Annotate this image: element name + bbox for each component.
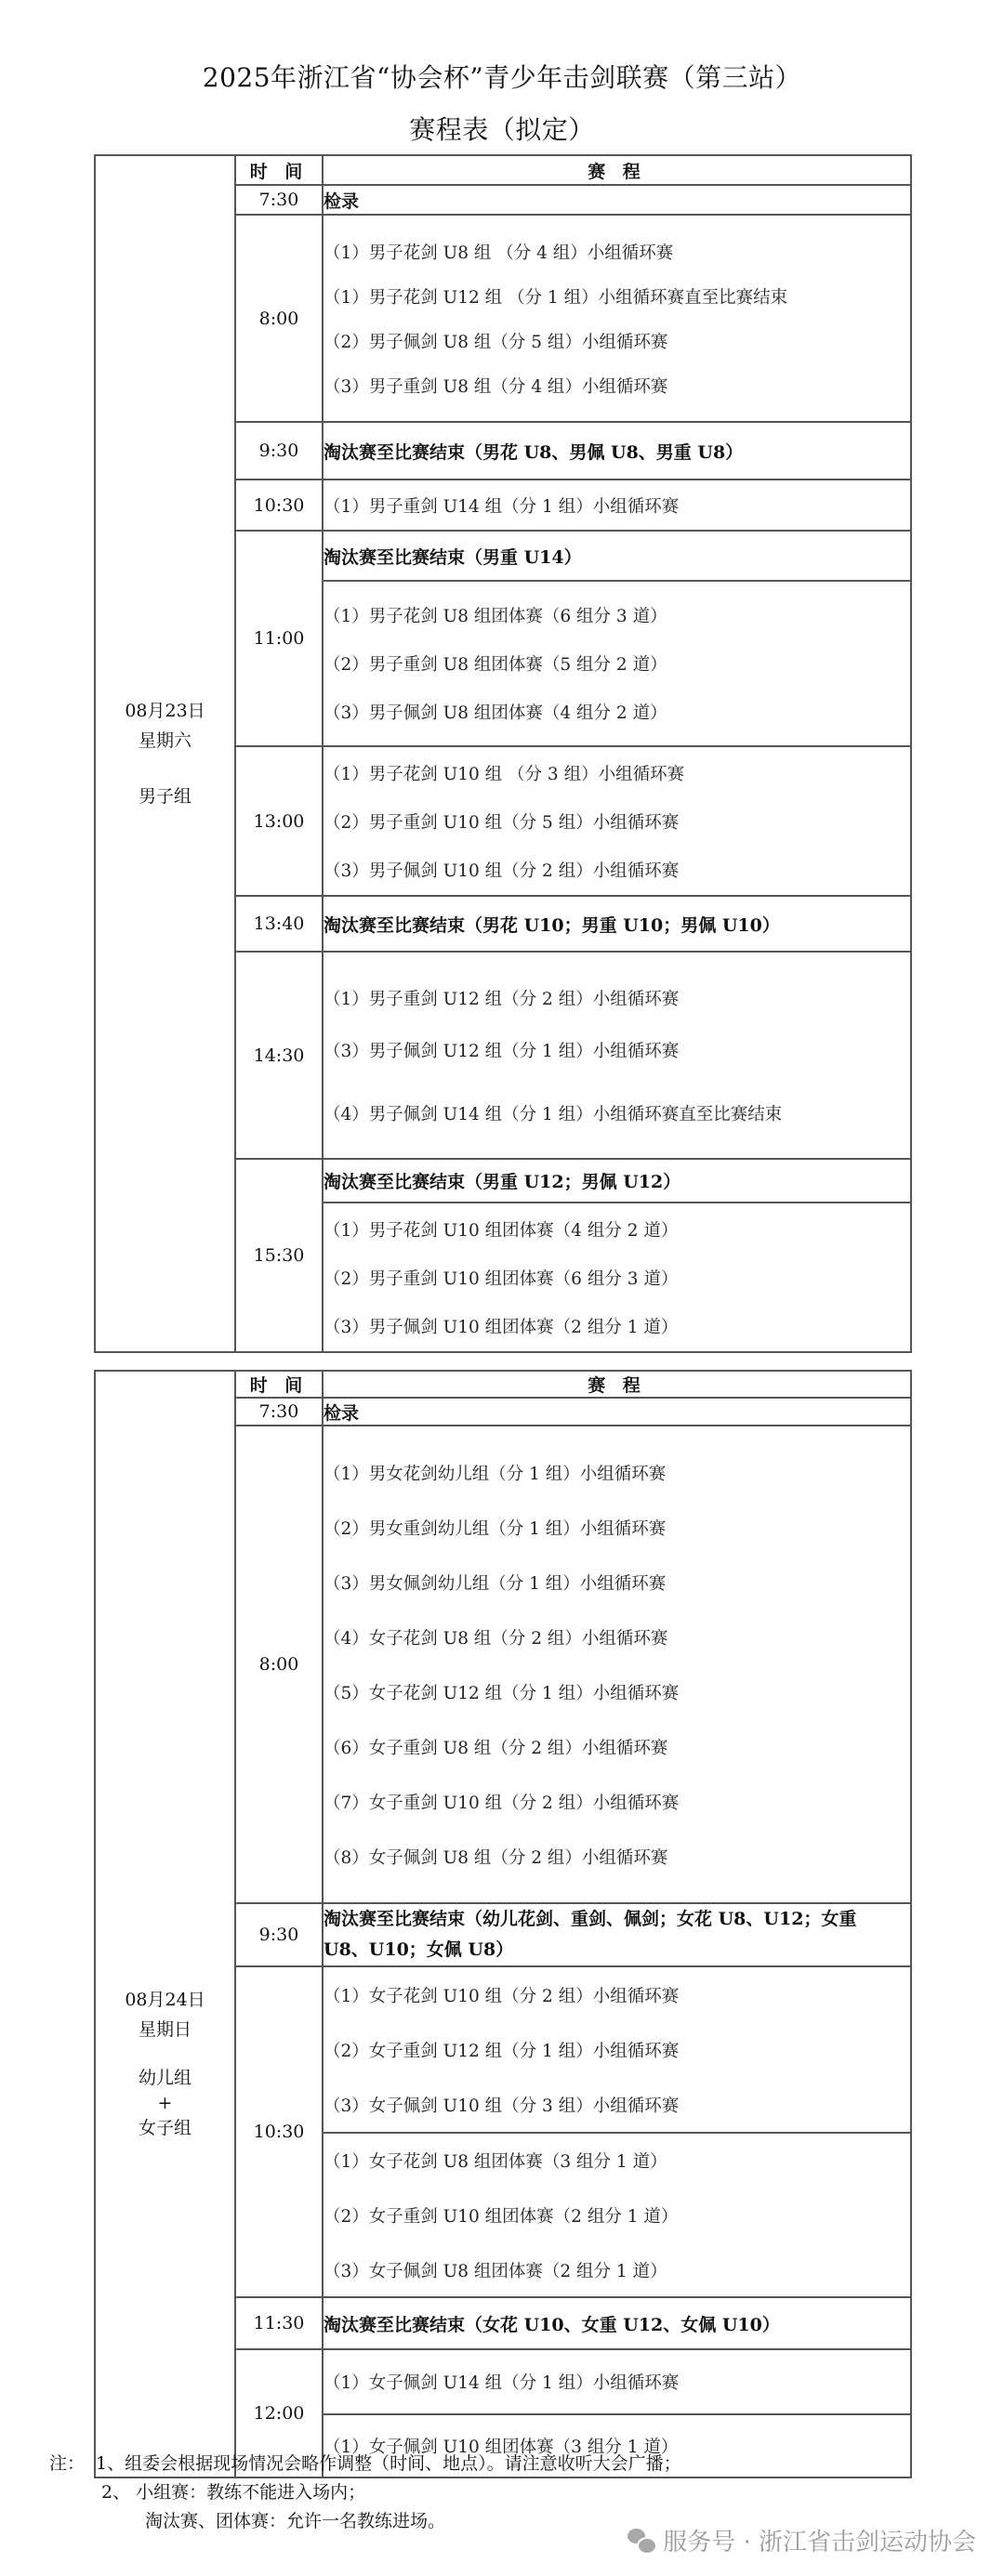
event-line: （3）男子佩剑 U10 组团体赛（2 组分 1 道） <box>324 1317 679 1337</box>
event-line: （1）男子重剑 U14 组（分 1 组）小组循环赛 <box>324 496 680 517</box>
event-cell: 检录 <box>323 185 911 215</box>
event-line: （2）男女重剑幼儿组（分 1 组）小组循环赛 <box>324 1518 667 1539</box>
event-cell <box>323 1966 911 2133</box>
event-cell <box>323 581 911 746</box>
event-line: （1）女子花剑 U8 组团体赛（3 组分 1 道） <box>324 2151 667 2172</box>
event-line: （1）男子花剑 U8 组 （分 4 组）小组循环赛 <box>324 243 674 263</box>
day2-date: 08月24日 <box>125 1989 205 2010</box>
time-cell: 11:30 <box>235 2297 323 2349</box>
event-cell <box>323 2349 911 2414</box>
event-line: （1）男女花剑幼儿组（分 1 组）小组循环赛 <box>324 1464 667 1484</box>
event-line: （1）男子花剑 U8 组团体赛（6 组分 3 道） <box>324 607 667 626</box>
time-cell: 14:30 <box>235 952 323 1159</box>
day1-weekday: 星期六 <box>138 730 192 751</box>
event-line: （6）女子重剑 U8 组（分 2 组）小组循环赛 <box>324 1738 668 1758</box>
day2-weekday: 星期日 <box>138 2018 192 2040</box>
event-line: （1）男子花剑 U10 组 （分 3 组）小组循环赛 <box>324 764 685 784</box>
day1-date-cell <box>95 155 235 1352</box>
event-line: （2）男子重剑 U8 组团体赛（5 组分 2 道） <box>324 655 667 675</box>
note-item-1: 1、组委会根据现场情况会略作调整（时间、地点）。请注意收听大会广播； <box>96 2453 681 2474</box>
time-cell: 9:30 <box>235 1903 323 1966</box>
wechat-icon <box>628 2529 655 2553</box>
event-line: （2）男子重剑 U10 组团体赛（6 组分 3 道） <box>324 1268 679 1289</box>
event-line: （3）男子佩剑 U12 组（分 1 组）小组循环赛 <box>324 1041 680 1061</box>
event-line: （2）男子佩剑 U8 组（分 5 组）小组循环赛 <box>324 332 668 352</box>
event-cell <box>323 1203 911 1352</box>
time-cell: 9:30 <box>235 422 323 480</box>
event-line: （1）男子重剑 U12 组（分 2 组）小组循环赛 <box>324 989 680 1009</box>
event-cell <box>323 746 911 896</box>
event-line: （1）女子佩剑 U14 组（分 1 组）小组循环赛 <box>324 2373 680 2393</box>
event-line: （2）女子重剑 U12 组（分 1 组）小组循环赛 <box>324 2041 680 2061</box>
time-cell: 13:40 <box>235 896 323 952</box>
event-line: （3）女子佩剑 U10 组（分 3 组）小组循环赛 <box>324 2096 680 2116</box>
event-line: （4）男子佩剑 U14 组（分 1 组）小组循环赛直至比赛结束 <box>324 1104 783 1124</box>
col-header-time: 时 间 <box>235 155 323 185</box>
event-line: （1）男子花剑 U10 组团体赛（4 组分 2 道） <box>324 1220 679 1241</box>
document-subtitle: 赛程表（拟定） <box>409 114 595 145</box>
day2-plus: + <box>157 2092 173 2113</box>
event-line: （4）女子花剑 U8 组（分 2 组）小组循环赛 <box>324 1628 668 1649</box>
event-line: （1）女子花剑 U10 组（分 2 组）小组循环赛 <box>324 1986 680 2006</box>
time-cell: 13:00 <box>235 746 323 896</box>
event-line: （1）女子佩剑 U10 组团体赛（3 组分 1 道） <box>324 2438 679 2457</box>
schedule-table-day2 <box>94 1370 912 2478</box>
col-header-time: 时 间 <box>235 1371 323 1398</box>
time-cell: 7:30 <box>235 1398 323 1426</box>
event-line: （3）男子佩剑 U10 组（分 2 组）小组循环赛 <box>324 861 680 881</box>
day2-group-toddler: 幼儿组 <box>138 2067 192 2088</box>
time-cell: 10:30 <box>235 1966 323 2297</box>
event-cell <box>323 480 911 531</box>
event-line: （3）男子佩剑 U8 组团体赛（4 组分 2 道） <box>324 703 667 723</box>
day2-group-women: 女子组 <box>138 2117 192 2138</box>
event-cell <box>323 2133 911 2297</box>
time-cell: 11:00 <box>235 531 323 746</box>
watermark-text: 服务号 · 浙江省击剑运动协会 <box>663 2529 976 2556</box>
watermark <box>628 2523 976 2557</box>
notes-label: 注： <box>49 2453 86 2474</box>
event-cell: 淘汰赛至比赛结束（男重 U14） <box>323 531 911 581</box>
event-cell: 检录 <box>323 1398 911 1426</box>
event-cell: 淘汰赛至比赛结束（男花 U8、男佩 U8、男重 U8） <box>323 422 911 480</box>
event-line: （8）女子佩剑 U8 组（分 2 组）小组循环赛 <box>324 1847 668 1868</box>
day2-date-cell <box>95 1371 235 2477</box>
event-line: （1）男子花剑 U12 组 （分 1 组）小组循环赛直至比赛结束 <box>324 287 788 308</box>
note-item-2: 2、 小组赛：教练不能进入场内； <box>101 2482 366 2503</box>
event-cell: 淘汰赛至比赛结束（幼儿花剑、重剑、佩剑；女花 U8、U12；女重 U8、U10；女佩 U8） <box>323 1903 911 1966</box>
event-line: （7）女子重剑 U10 组（分 2 组）小组循环赛 <box>324 1793 680 1813</box>
event-line: （3）男子重剑 U8 组（分 4 组）小组循环赛 <box>324 376 668 397</box>
col-header-schedule: 赛 程 <box>323 155 911 185</box>
time-cell: 10:30 <box>235 480 323 531</box>
document-title: 2025年浙江省“协会杯”青少年击剑联赛（第三站） <box>202 62 802 93</box>
event-cell: 淘汰赛至比赛结束（男花 U10；男重 U10；男佩 U10） <box>323 896 911 952</box>
event-cell: 淘汰赛至比赛结束（男重 U12；男佩 U12） <box>323 1159 911 1203</box>
time-cell: 8:00 <box>235 1426 323 1903</box>
col-header-schedule: 赛 程 <box>323 1371 911 1398</box>
event-line: （2）女子重剑 U10 组团体赛（2 组分 1 道） <box>324 2206 679 2227</box>
note-item-2b: 淘汰赛、团体赛：允许一名教练进场。 <box>145 2511 446 2531</box>
event-cell: 淘汰赛至比赛结束（女花 U10、女重 U12、女佩 U10） <box>323 2297 911 2349</box>
notes <box>49 2450 681 2536</box>
time-cell: 7:30 <box>235 185 323 215</box>
time-cell: 15:30 <box>235 1159 323 1352</box>
event-cell <box>323 1426 911 1903</box>
event-cell <box>323 952 911 1159</box>
day1-date: 08月23日 <box>125 701 205 721</box>
day1-group: 男子组 <box>138 786 192 807</box>
event-line: （5）女子花剑 U12 组（分 1 组）小组循环赛 <box>324 1683 680 1703</box>
schedule-table-day1 <box>94 154 912 1353</box>
time-cell: 8:00 <box>235 215 323 422</box>
event-line: （3）男女佩剑幼儿组（分 1 组）小组循环赛 <box>324 1573 667 1594</box>
event-line: （2）男子重剑 U10 组（分 5 组）小组循环赛 <box>324 812 680 833</box>
time-cell: 12:00 <box>235 2349 323 2477</box>
event-line: （3）女子佩剑 U8 组团体赛（2 组分 1 道） <box>324 2261 667 2281</box>
event-cell <box>323 215 911 422</box>
